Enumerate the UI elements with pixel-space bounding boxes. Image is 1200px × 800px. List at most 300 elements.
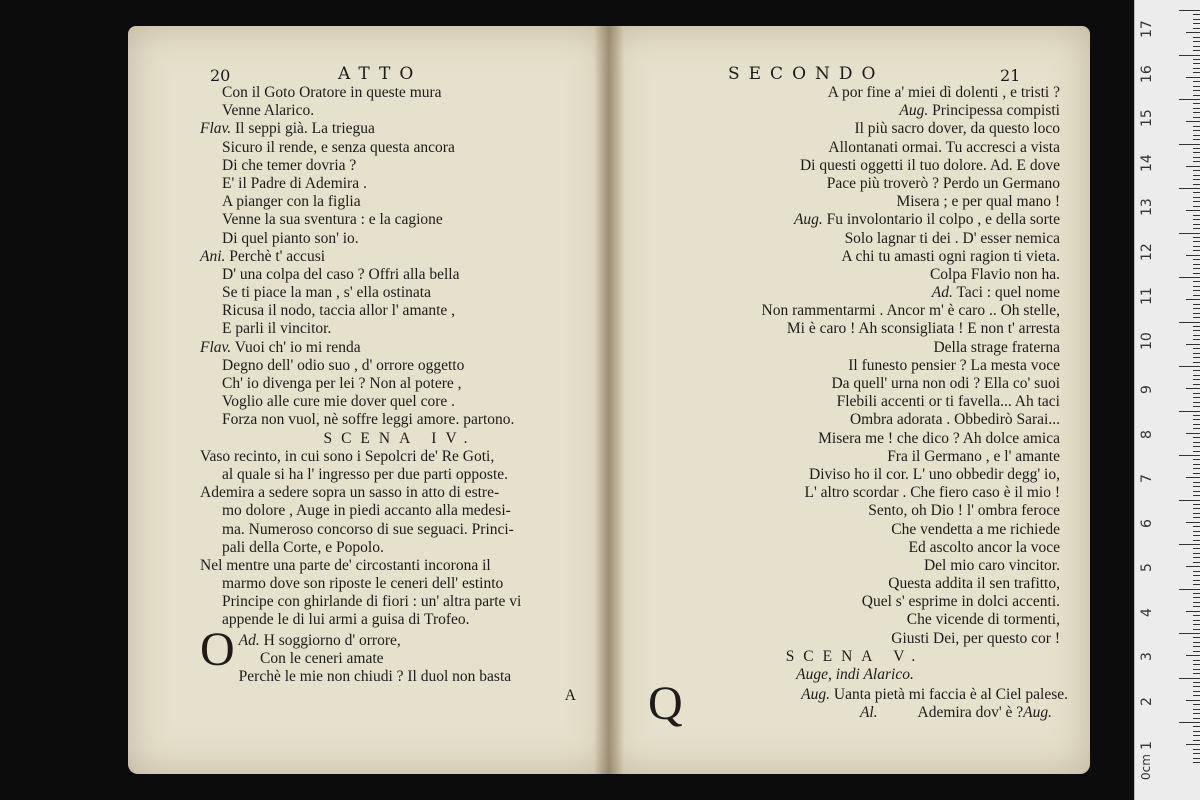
text-line: [650, 430, 1060, 448]
ruler-tick: [1193, 646, 1200, 647]
line-text: Che vendetta a me richiede: [891, 520, 1060, 538]
ruler-tick: [1179, 722, 1200, 723]
ruler-tick: [1193, 446, 1200, 447]
line-text: Questa addita il sen trafitto,: [888, 575, 1060, 593]
line-text: Di questi oggetti il tuo dolore. Ad. E dove: [799, 156, 1060, 174]
text-line: [650, 448, 1060, 466]
drop-cap: O: [200, 623, 235, 676]
ruler-tick: [1186, 611, 1200, 612]
line-text: A chi tu amasti ogni ragion ti vieta.: [841, 247, 1060, 265]
ruler-tick: [1186, 121, 1200, 122]
ruler-tick: [1193, 584, 1200, 585]
ruler-tick: [1193, 602, 1200, 603]
ruler-tick: [1193, 673, 1200, 674]
ruler-tick: [1193, 624, 1200, 625]
line-text: Mi è caro ! Ah sconsigliata ! E non t' arresta: [786, 320, 1060, 338]
text-line: [650, 302, 1060, 320]
ruler-tick: [1193, 184, 1200, 185]
ruler-tick: [1186, 522, 1200, 523]
line-text: Di quel pianto son' io.: [222, 229, 359, 247]
line-text: Di che temer dovria ?: [222, 156, 357, 174]
ruler-tick: [1193, 464, 1200, 465]
line-text: Non rammentarmi . Ancor m' è caro .. Oh stelle,: [761, 302, 1060, 320]
text-line: [650, 630, 1060, 648]
line-text: D' una colpa del caso ? Offri alla bella: [222, 265, 460, 283]
ruler-number: 13: [1139, 198, 1155, 216]
text-line: [650, 466, 1060, 484]
text-line: [650, 120, 1060, 138]
ruler-tick: [1193, 749, 1200, 750]
ruler-tick: [1193, 691, 1200, 692]
ruler-number: 11: [1139, 287, 1155, 305]
ruler-tick: [1193, 135, 1200, 136]
ruler-tick: [1179, 322, 1200, 323]
text-line: [200, 193, 600, 211]
line-text: Allontanati ormai. Tu accresci a vista: [828, 138, 1060, 156]
ruler-tick: [1193, 362, 1200, 363]
ruler-tick: [1193, 375, 1200, 376]
line-text: Ricusa il nodo, taccia allor l' amante ,: [222, 302, 456, 320]
ruler-number: 16: [1139, 64, 1155, 83]
ruler-tick: [1193, 130, 1200, 131]
ruler-tick: [1179, 411, 1200, 412]
text-line: [650, 484, 1060, 502]
line-text: Venne la sua sventura : e la cagione: [222, 211, 443, 229]
text-line: [200, 120, 600, 138]
text-line: [200, 248, 600, 266]
ruler-tick: [1193, 473, 1200, 474]
speaker-label: Ad.: [931, 284, 953, 302]
text-line: [200, 557, 600, 575]
ruler-tick: [1186, 655, 1200, 656]
line-text: Principessa compisti: [928, 102, 1060, 120]
line-text: Perchè t' accusi: [225, 247, 326, 265]
text-line: [200, 357, 600, 375]
line-text: Pace più troverò ? Perdo un Germano: [826, 174, 1060, 192]
line-text: E parli il vincitor.: [222, 320, 332, 338]
text-line: H soggiorno d' orrore,: [263, 632, 401, 649]
line-text: Con il Goto Oratore in queste mura: [222, 84, 442, 101]
ruler-tick: [1193, 81, 1200, 82]
ruler-number: 4: [1139, 607, 1155, 617]
ruler-tick: [1193, 424, 1200, 425]
ruler-tick: [1193, 620, 1200, 621]
ruler-tick: [1193, 295, 1200, 296]
ruler-tick: [1193, 215, 1200, 216]
ruler-tick: [1193, 713, 1200, 714]
text-line: [650, 648, 1060, 666]
ruler-tick: [1193, 442, 1200, 443]
ruler-tick: [1193, 686, 1200, 687]
page-number: 21: [1000, 66, 1021, 85]
line-text: Il più sacro dover, da questo loco: [854, 120, 1060, 138]
ruler-tick: [1179, 455, 1200, 456]
line-text: ma. Numeroso concorso di sue seguaci. Princi-: [222, 520, 514, 538]
ruler-tick: [1193, 406, 1200, 407]
text-line: [650, 575, 1060, 593]
ruler-tick: [1193, 615, 1200, 616]
line-text: Giusti Dei, per questo cor !: [891, 629, 1060, 647]
ruler-tick: [1193, 651, 1200, 652]
ruler-tick: [1179, 55, 1200, 56]
ruler-tick: [1193, 709, 1200, 710]
text-line: [200, 393, 600, 411]
text-line: [200, 521, 600, 539]
ruler-tick: [1193, 259, 1200, 260]
text-line: [650, 375, 1060, 393]
ruler-tick: [1193, 735, 1200, 736]
book-gutter: [594, 26, 624, 774]
line-text: al quale si ha l' ingresso per due parti opposte.: [222, 465, 509, 483]
ruler-tick: [1193, 553, 1200, 554]
speaker-label: Flav.: [200, 338, 232, 356]
line-text: Misera me ! che dico ? Ah dolce amica: [818, 429, 1060, 447]
text-line: [200, 320, 600, 338]
ruler-tick: [1186, 388, 1200, 389]
ruler-tick: [1179, 633, 1200, 634]
ruler-tick: [1193, 451, 1200, 452]
speaker-label: Flav.: [200, 120, 232, 138]
text-line: [200, 139, 600, 157]
line-text: SCENA V.: [785, 647, 925, 665]
line-text: Colpa Flavio non ha.: [929, 265, 1060, 283]
line-text: Del mio caro vincitor.: [923, 556, 1060, 574]
text-line: [200, 102, 600, 120]
line-text: Fu involontario il colpo , e della sorte: [822, 211, 1060, 229]
line-text: Degno dell' odio suo , d' orrore oggetto: [222, 356, 465, 374]
left-page: [128, 26, 608, 774]
line-text: SCENA IV.: [323, 429, 477, 447]
ruler-tick: [1193, 330, 1200, 331]
ruler-tick: [1193, 629, 1200, 630]
ruler-tick: [1193, 206, 1200, 207]
speaker-label: Al.: [859, 704, 878, 722]
line-text: L' altro scordar . Che fiero caso è il mio !: [804, 484, 1060, 502]
ruler-tick: [1193, 157, 1200, 158]
ruler-number: 5: [1139, 563, 1155, 572]
ruler-tick: [1193, 486, 1200, 487]
ruler-tick: [1193, 682, 1200, 683]
text-line: Ademira dov' è ?: [917, 704, 1024, 722]
ruler-tick: [1193, 571, 1200, 572]
text-line: [650, 230, 1060, 248]
ruler-tick: [1186, 32, 1200, 33]
ruler-tick: [1179, 678, 1200, 679]
text-line: [650, 266, 1060, 284]
text-line: [650, 611, 1060, 629]
speaker-label: Aug.: [801, 686, 831, 703]
ruler-tick: [1193, 237, 1200, 238]
ruler-tick: [1193, 201, 1200, 202]
ruler-tick: [1193, 308, 1200, 309]
ruler-tick: [1193, 281, 1200, 282]
line-text: Sento, oh Dio ! l' ombra feroce: [868, 502, 1060, 520]
ruler-tick: [1193, 575, 1200, 576]
ruler-tick: [1193, 108, 1200, 109]
ruler-tick: [1193, 428, 1200, 429]
ruler-tick: [1193, 268, 1200, 269]
ruler-tick: [1186, 744, 1200, 745]
text-line: [200, 211, 600, 229]
line-text: Forza non vuol, nè soffre leggi amore. partono.: [222, 411, 515, 429]
ruler-tick: [1193, 468, 1200, 469]
ruler-tick: [1186, 166, 1200, 167]
line-text: Auge, indi Alarico.: [796, 666, 914, 683]
ruler-tick: [1193, 241, 1200, 242]
running-header: ATTO: [338, 64, 423, 84]
line-text: Ombra adorata . Obbedirò Sarai...: [849, 411, 1060, 429]
ruler-tick: [1193, 326, 1200, 327]
ruler-tick: [1193, 197, 1200, 198]
text-line: [650, 666, 1060, 684]
line-text: Quel s' esprime in dolci accenti.: [861, 593, 1060, 611]
ruler-tick: [1179, 10, 1200, 11]
text-line: [200, 502, 600, 520]
ruler-tick: [1193, 508, 1200, 509]
text-line: [200, 230, 600, 248]
ruler-tick: [1186, 255, 1200, 256]
right-page: [608, 26, 1090, 774]
ruler-tick: [1193, 740, 1200, 741]
line-text: A pianger con la figlia: [222, 193, 361, 211]
ruler-tick: [1186, 566, 1200, 567]
line-text: E' il Padre di Ademira .: [222, 174, 367, 192]
running-header: SECONDO: [728, 64, 885, 84]
ruler-tick: [1193, 348, 1200, 349]
text-line: [650, 557, 1060, 575]
ruler-tick: [1193, 170, 1200, 171]
ruler-number: 8: [1139, 429, 1155, 439]
ruler-tick: [1179, 233, 1200, 234]
line-text: Nel mentre una parte de' circostanti incorona il: [200, 556, 491, 574]
ruler-tick: [1193, 117, 1200, 118]
ruler-tick: [1193, 384, 1200, 385]
ruler-tick: [1193, 379, 1200, 380]
ruler-number: 3: [1139, 652, 1155, 661]
right-text-block: [650, 84, 1060, 684]
ruler-tick: [1179, 500, 1200, 501]
text-line: [200, 430, 600, 448]
text-line: [650, 411, 1060, 429]
line-text: pali della Corte, e Popolo.: [222, 538, 384, 556]
line-text: A por fine a' miei dì dolenti , e tristi ?: [827, 84, 1060, 101]
line-text: Vuoi ch' io mi renda: [231, 338, 361, 356]
ruler-tick: [1193, 224, 1200, 225]
text-line: [650, 521, 1060, 539]
ruler-tick: [1193, 642, 1200, 643]
page-number: 20: [210, 66, 231, 85]
catchword: A: [564, 686, 576, 704]
ruler-tick: [1193, 491, 1200, 492]
text-line: [650, 139, 1060, 157]
text-line: Perchè le mie non chiudi ? Il duol non basta: [238, 668, 512, 686]
open-book: [128, 26, 1090, 774]
ruler-tick: [1193, 540, 1200, 541]
ruler-tick: [1193, 370, 1200, 371]
line-text: Voglio alle cure mie dover quel core .: [222, 393, 455, 411]
ruler-tick: [1186, 210, 1200, 211]
ruler-tick: [1193, 531, 1200, 532]
left-text-block: [200, 84, 600, 630]
ruler-tick: [1193, 758, 1200, 759]
ruler-tick: [1193, 504, 1200, 505]
ruler-tick: [1193, 317, 1200, 318]
ruler-tick: [1193, 50, 1200, 51]
text-line: [650, 320, 1060, 338]
text-line: [200, 411, 600, 429]
ruler-tick: [1193, 535, 1200, 536]
ruler-tick: [1193, 339, 1200, 340]
ruler-tick: [1193, 63, 1200, 64]
text-line: [200, 575, 600, 593]
ruler-tick: [1193, 726, 1200, 727]
ruler-tick: [1193, 68, 1200, 69]
ruler-tick: [1193, 704, 1200, 705]
ruler-tick: [1193, 557, 1200, 558]
speaker-label: Aug.: [793, 211, 823, 229]
ruler-tick: [1186, 299, 1200, 300]
ruler-tick: [1193, 179, 1200, 180]
ruler-tick: [1193, 664, 1200, 665]
ruler-tick: [1193, 152, 1200, 153]
ruler-tick: [1193, 353, 1200, 354]
text-line: [200, 375, 600, 393]
speaker-label: Aug.: [899, 102, 929, 120]
text-line: [200, 448, 600, 466]
line-text: Taci : quel nome: [952, 284, 1060, 302]
ruler-tick: [1193, 482, 1200, 483]
text-line: [650, 393, 1060, 411]
ruler-number: 10: [1139, 331, 1155, 350]
ruler-tick: [1193, 695, 1200, 696]
ruler-tick: [1193, 718, 1200, 719]
ruler-tick: [1193, 126, 1200, 127]
text-line: [200, 466, 600, 484]
ruler-tick: [1193, 437, 1200, 438]
text-line: Uanta pietà mi faccia è al Ciel palese.: [833, 686, 1068, 703]
ruler-number: 6: [1139, 518, 1155, 528]
line-text: Venne Alarico.: [222, 102, 315, 120]
ruler-tick: [1193, 415, 1200, 416]
ruler-tick: [1193, 219, 1200, 220]
ruler-tick: [1179, 144, 1200, 145]
ruler-tick: [1193, 103, 1200, 104]
ruler-tick: [1193, 459, 1200, 460]
ruler-tick: [1193, 580, 1200, 581]
line-text: Ademira a sedere sopra un sasso in atto di estre-: [200, 484, 500, 502]
ruler-tick: [1193, 23, 1200, 24]
line-text: Fra il Germano , e l' amante: [887, 447, 1060, 465]
ruler-tick: [1193, 393, 1200, 394]
ruler-tick: [1193, 669, 1200, 670]
line-text: Il funesto pensier ? La mesta voce: [848, 356, 1060, 374]
text-line: [200, 339, 600, 357]
ruler-tick: [1193, 402, 1200, 403]
line-text: Se ti piace la man , s' ella ostinata: [222, 284, 431, 302]
text-line: [200, 175, 600, 193]
ruler-number: 15: [1139, 109, 1155, 127]
text-line: [200, 593, 600, 611]
ruler-tick: [1193, 95, 1200, 96]
ruler-tick: [1179, 589, 1200, 590]
ruler-tick: [1193, 397, 1200, 398]
text-line: Con le ceneri amate: [260, 650, 384, 668]
line-text: appende le di lui armi a guisa di Trofeo.: [222, 611, 470, 629]
ruler-tick: [1193, 593, 1200, 594]
line-text: mo dolore , Auge in piedi accanto alla medesi-: [222, 502, 511, 520]
text-line: [650, 175, 1060, 193]
ruler-unit: 0cm: [1139, 754, 1153, 780]
ruler-tick: [1193, 513, 1200, 514]
ruler-tick: [1193, 161, 1200, 162]
aria-block: [200, 623, 600, 705]
text-line: [650, 84, 1060, 102]
line-text: Solo lagnar ti dei . D' esser nemica: [844, 229, 1060, 247]
text-line: [650, 539, 1060, 557]
text-line: [650, 357, 1060, 375]
ruler-tick: [1193, 192, 1200, 193]
line-text: Principe con ghirlande di fiori : un' altra parte vi: [222, 593, 522, 611]
ruler-tick: [1193, 273, 1200, 274]
ruler-tick: [1193, 597, 1200, 598]
line-text: Flebili accenti or ti favella... Ah taci: [836, 393, 1060, 411]
ruler-tick: [1193, 41, 1200, 42]
ruler-number: 2: [1139, 696, 1155, 706]
ruler-tick: [1186, 433, 1200, 434]
ruler-number: 9: [1139, 385, 1155, 394]
text-line: [650, 248, 1060, 266]
ruler-tick: [1193, 112, 1200, 113]
ruler-tick: [1193, 19, 1200, 20]
ruler-tick: [1193, 264, 1200, 265]
ruler-tick: [1193, 14, 1200, 15]
text-line: [650, 211, 1060, 229]
ruler-tick: [1193, 290, 1200, 291]
ruler-tick: [1186, 344, 1200, 345]
ruler-tick: [1193, 28, 1200, 29]
ruler-tick: [1193, 175, 1200, 176]
ruler-tick: [1193, 72, 1200, 73]
text-line: [200, 611, 600, 629]
ruler-tick: [1193, 228, 1200, 229]
line-text: Misera ; e per qual mano !: [896, 193, 1060, 211]
ruler-tick: [1193, 731, 1200, 732]
line-text: Vaso recinto, in cui sono i Sepolcri de' Re Goti,: [200, 447, 495, 465]
catchword: Aug.: [1023, 704, 1052, 722]
ruler-tick: [1186, 477, 1200, 478]
line-text: Da quell' urna non odi ? Ella co' suoi: [831, 375, 1060, 392]
text-line: [200, 84, 600, 102]
ruler-tick: [1193, 357, 1200, 358]
ruler-tick: [1193, 148, 1200, 149]
ruler-tick: [1186, 700, 1200, 701]
speaker-label: Ani.: [200, 247, 226, 265]
ruler-tick: [1193, 548, 1200, 549]
text-line: [200, 266, 600, 284]
speaker-label: Ad.: [238, 632, 260, 649]
text-line: [650, 339, 1060, 357]
ruler-tick: [1193, 335, 1200, 336]
ruler-tick: [1179, 188, 1200, 189]
ruler-tick: [1193, 304, 1200, 305]
text-line: [650, 157, 1060, 175]
ruler-tick: [1193, 762, 1200, 763]
ruler-tick: [1193, 753, 1200, 754]
text-line: [650, 593, 1060, 611]
ruler-tick: [1193, 419, 1200, 420]
ruler-tick: [1193, 46, 1200, 47]
ruler-tick: [1193, 37, 1200, 38]
